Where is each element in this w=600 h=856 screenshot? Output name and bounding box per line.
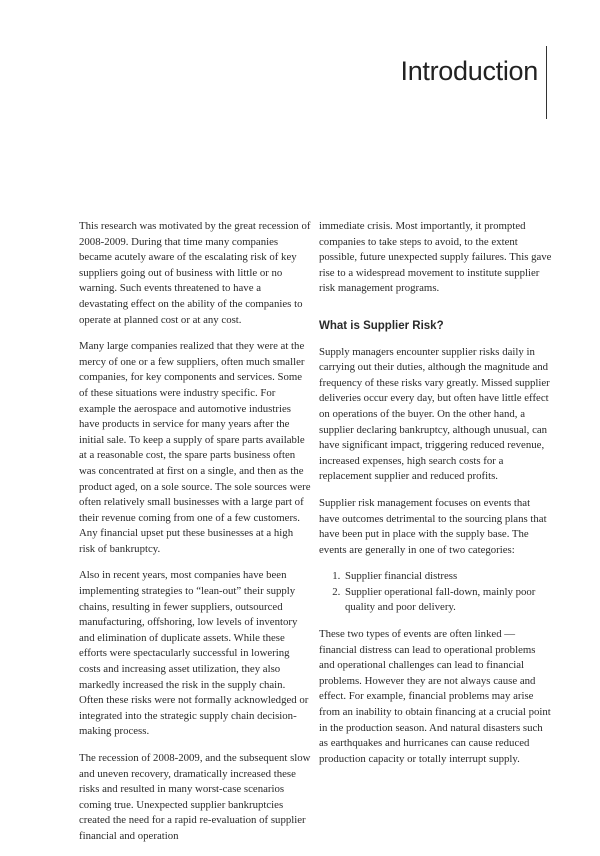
paragraph: Supplier risk management focuses on events that have outcomes detrimental to the sourcing plans that have been put in place with the supply base. The events are generally in one of two categories: (319, 496, 547, 556)
page-title: Introduction (400, 56, 538, 86)
right-column (319, 219, 553, 778)
paragraph: The recession of 2008-2009, and the subsequent slow and uneven recovery, dramatically increased these risks and resulted in many worst-case scenarios coming true. Unexpected supplier bankruptcies created the need for a rapid re-evaluation of supplier financial and operation (79, 752, 311, 842)
paragraph: Also in recent years, most companies have been implementing strategies to “lean-out” their supply chains, resulting in fewer suppliers, outsourced manufacturing, offshoring, low levels of inventory and elimination of duplicate assets. While these efforts were spectacularly successful in lowering costs and increasing asset utilization, they also markedly increased the risk in the supply chain. Often these risks were not formally acknowledged or integrated into the strategic supply chain decision-making process. (79, 569, 309, 738)
section-heading: What is Supplier Risk? (319, 319, 444, 332)
risk-category-list (319, 569, 553, 616)
paragraph: These two types of events are often linked — financial distress can lead to operational problems and operational challenges can lead to financial problems. However they are not always cause and effect. For example, financial problems may arise from an inability to obtain financing at a crucial point in the production season. And natural disasters such as earthquakes and hurricanes can cause reduced production capacity or totally interrupt supply. (319, 628, 551, 765)
paragraph: This research was motivated by the great recession of 2008-2009. During that time many companies became acutely aware of the escalating risk of key suppliers going out of business with little or no warning. Such events threatened to have a devastating effect on the ability of the companies to operate at planned cost or at any cost. (79, 220, 311, 326)
title-divider (546, 46, 547, 119)
list-item: 2. Supplier operational fall-down, mainly poor quality and poor delivery. (343, 585, 553, 616)
paragraph: Many large companies realized that they were at the mercy of one or a few suppliers, often much smaller companies, for key components and services. Some of these situations were industry specific. For example the aerospace and automotive industries have products in service for many years after the initial sale. To keep a supply of spare parts available at a reasonable cost, the spare parts business often was concentrated at first on a single, and then as the product aged, on a sole source. The sole sources were often relatively small businesses with a large part of their revenue coming from one of a few customers. Any financial upset put these businesses at a high risk of bankruptcy. (79, 340, 311, 555)
left-column (79, 219, 311, 856)
paragraph: Supply managers encounter supplier risks daily in carrying out their duties, although the magnitude and frequency of these risks vary greatly. Missed supplier deliveries occur every day, but often have little effect on operations of the buyer. On the other hand, a supplier declaring bankruptcy, although unusual, can have significant impact, triggering reduced revenue, increased expenses, high search costs for a replacement supplier and reduced profits. (319, 345, 550, 483)
paragraph: immediate crisis. Most importantly, it prompted companies to take steps to avoid, to the extent possible, future unexpected supply failures. This gave rise to a widespread movement to institute supplier risk management programs. (319, 220, 552, 295)
list-item: 1. Supplier financial distress (343, 569, 553, 585)
